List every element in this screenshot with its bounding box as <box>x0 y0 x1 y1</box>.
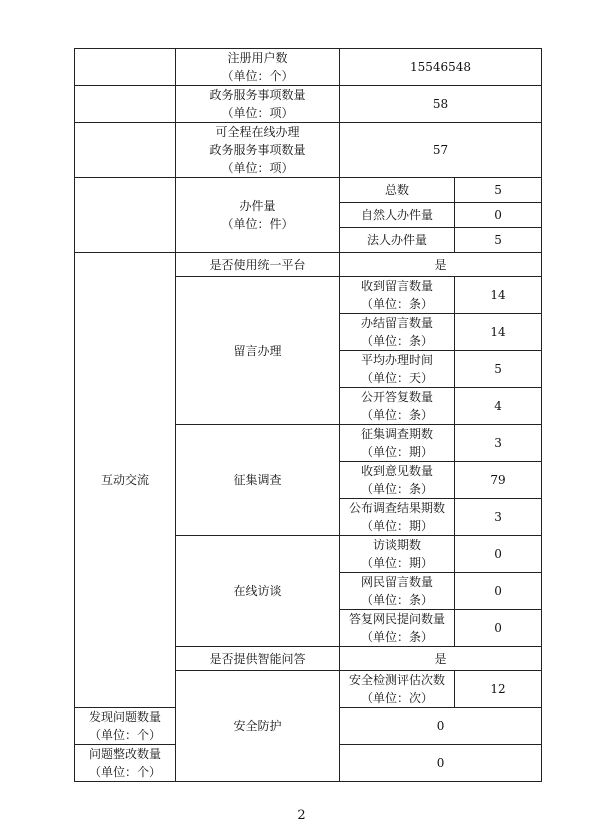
sub-value: 0 <box>455 573 542 610</box>
sub-label: 总数 <box>340 178 455 203</box>
sub-value: 0 <box>455 536 542 573</box>
row-label: 政务服务事项数量 （单位：项） <box>176 86 340 123</box>
sub-label: 公开答复数量 （单位：条） <box>340 388 455 425</box>
sub-label: 收到留言数量 （单位：条） <box>340 277 455 314</box>
sub-label: 平均办理时间 （单位：天） <box>340 351 455 388</box>
sub-value: 0 <box>455 203 542 228</box>
group-label: 留言办理 <box>176 277 340 425</box>
empty-cell <box>75 49 176 86</box>
sub-label: 网民留言数量 （单位：条） <box>340 573 455 610</box>
sub-label: 答复网民提问数量 （单位：条） <box>340 610 455 647</box>
section-label-interaction: 互动交流 <box>75 253 176 708</box>
row-label: 发现问题数量 （单位：个） <box>75 708 176 745</box>
row-value: 15546548 <box>340 49 542 86</box>
sub-value: 5 <box>455 178 542 203</box>
sub-value: 4 <box>455 388 542 425</box>
sub-label: 法人办件量 <box>340 228 455 253</box>
row-label: 注册用户数 （单位：个） <box>176 49 340 86</box>
sub-value: 5 <box>455 228 542 253</box>
empty-cell <box>75 86 176 123</box>
table-row <box>75 253 542 277</box>
sub-value: 3 <box>455 499 542 536</box>
row-value: 57 <box>340 123 542 178</box>
section-label-security: 安全防护 <box>176 671 340 782</box>
table-row <box>75 123 542 178</box>
sub-label: 访谈期数 （单位：期） <box>340 536 455 573</box>
group-label: 在线访谈 <box>176 536 340 647</box>
table-row <box>75 178 542 203</box>
row-value: 12 <box>455 671 542 708</box>
sub-label: 征集调查期数 （单位：期） <box>340 425 455 462</box>
table-row <box>75 86 542 123</box>
empty-cell <box>75 123 176 178</box>
row-label: 问题整改数量 （单位：个） <box>75 745 176 782</box>
row-label: 是否使用统一平台 <box>176 253 340 277</box>
row-value: 58 <box>340 86 542 123</box>
sub-label: 收到意见数量 （单位：条） <box>340 462 455 499</box>
group-label: 征集调查 <box>176 425 340 536</box>
row-value: 0 <box>340 745 542 782</box>
table-row <box>75 49 542 86</box>
sub-value: 14 <box>455 314 542 351</box>
row-label: 办件量 （单位：件） <box>176 178 340 253</box>
sub-value: 79 <box>455 462 542 499</box>
statistics-table <box>74 48 541 782</box>
sub-label: 自然人办件量 <box>340 203 455 228</box>
sub-value: 0 <box>455 610 542 647</box>
sub-label: 办结留言数量 （单位：条） <box>340 314 455 351</box>
row-value: 是 <box>340 647 542 671</box>
sub-label: 公布调查结果期数 （单位：期） <box>340 499 455 536</box>
sub-value: 14 <box>455 277 542 314</box>
sub-value: 3 <box>455 425 542 462</box>
row-label: 可全程在线办理 政务服务事项数量 （单位：项） <box>176 123 340 178</box>
empty-cell <box>75 178 176 253</box>
row-value: 是 <box>340 253 542 277</box>
sub-value: 5 <box>455 351 542 388</box>
row-value: 0 <box>340 708 542 745</box>
row-label: 是否提供智能问答 <box>176 647 340 671</box>
row-label: 安全检测评估次数 （单位：次） <box>340 671 455 708</box>
page-number: 2 <box>297 808 306 823</box>
